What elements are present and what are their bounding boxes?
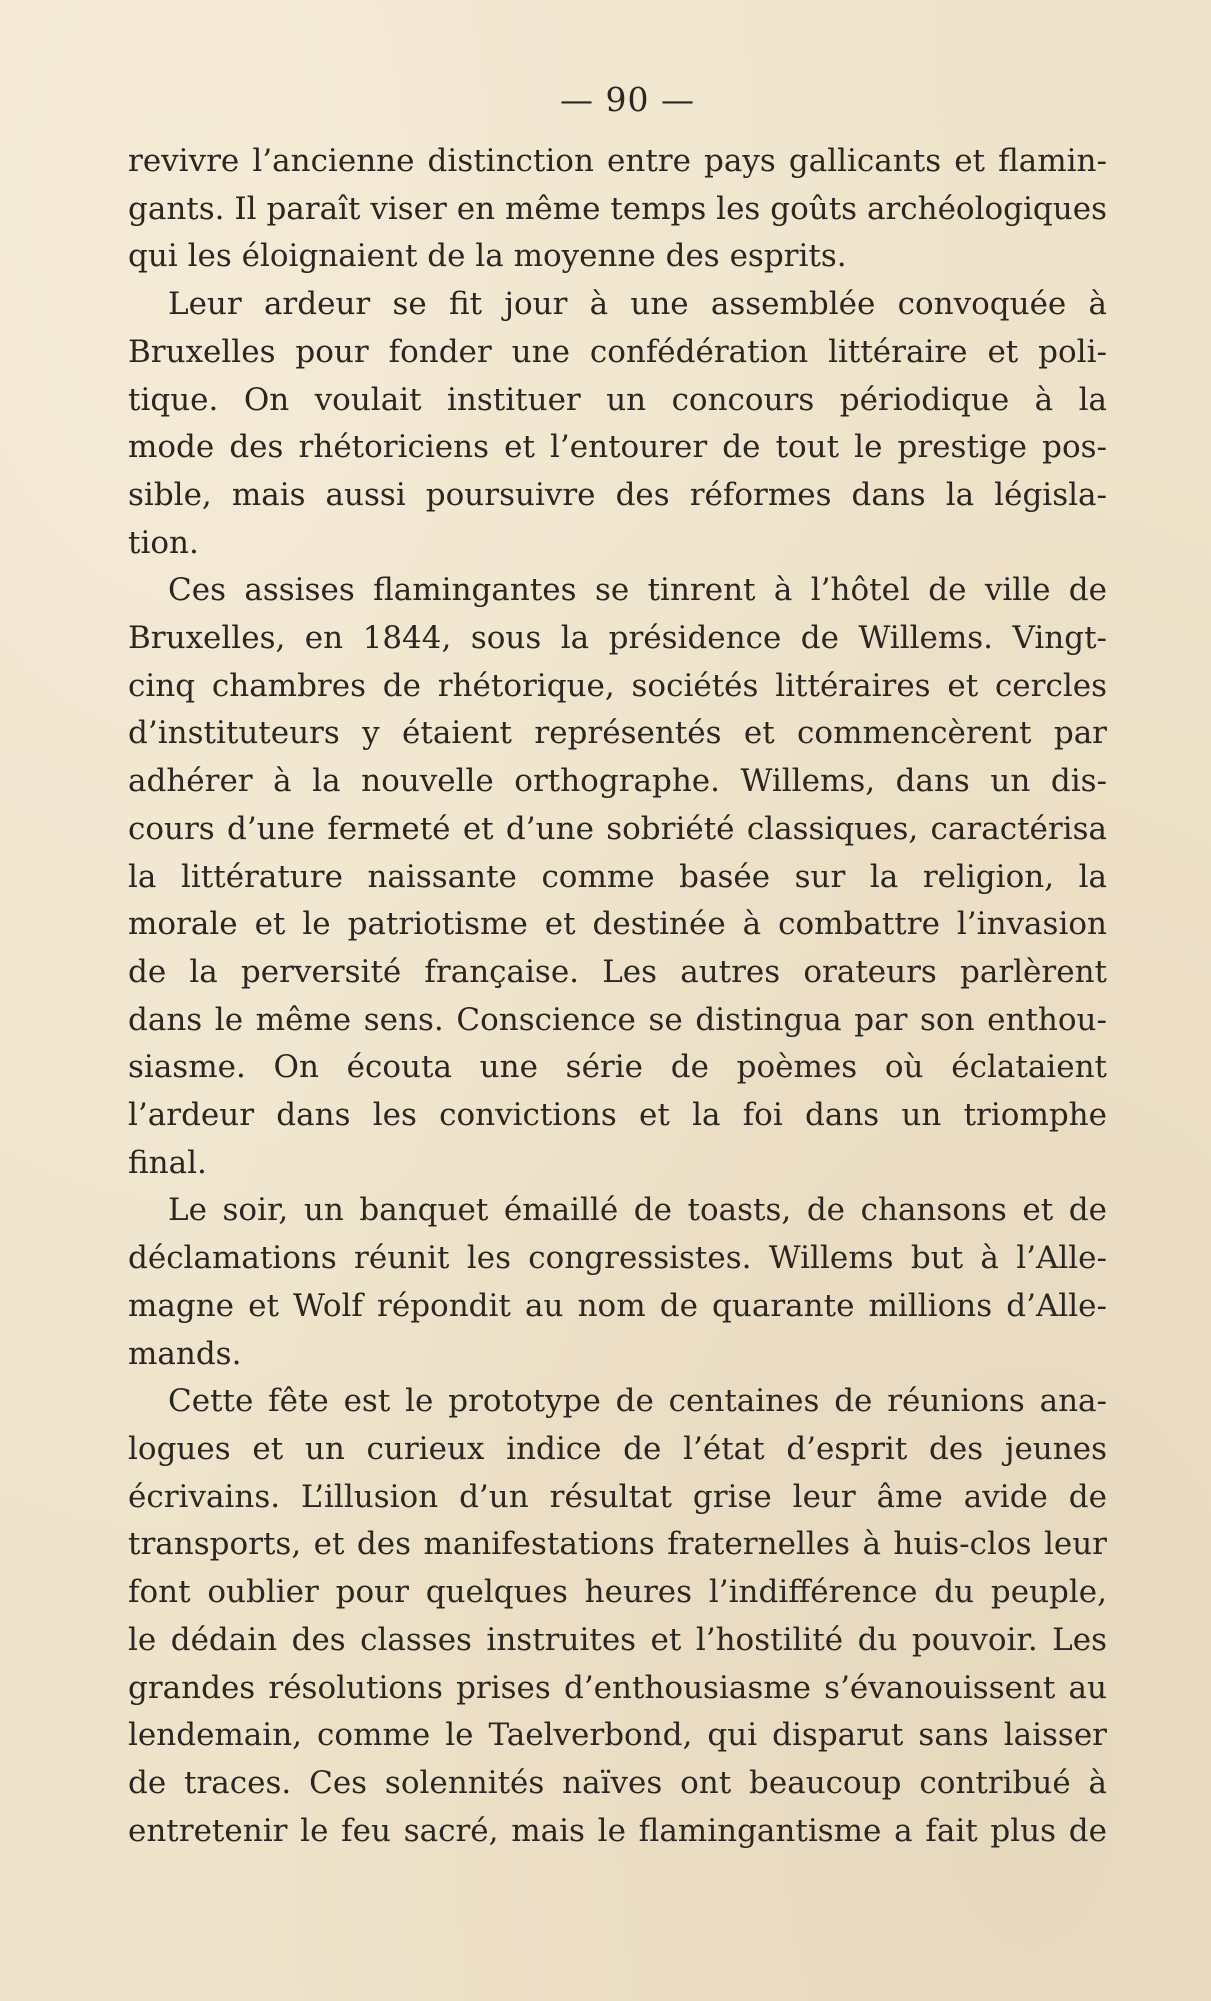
- text-line: tique. On voulait instituer un concours périodique à la: [128, 381, 1107, 418]
- text-line: Ces assises flamingantes se tinrent à l’hôtel de ville de: [168, 572, 1107, 609]
- text-line: l’ardeur dans les convictions et la foi dans un triomphe: [128, 1097, 1107, 1134]
- text-line: entretenir le feu sacré, mais le flamingantisme a fait plus de: [128, 1812, 1107, 1849]
- text-line: la littérature naissante comme basée sur la religion, la: [128, 858, 1107, 895]
- text-line: de la perversité française. Les autres orateurs parlèrent: [128, 953, 1107, 990]
- text-line: Cette fête est le prototype de centaines de réunions ana-: [168, 1383, 1107, 1420]
- body-text: [128, 138, 1107, 1855]
- text-line: Bruxelles pour fonder une confédération littéraire et poli-: [128, 333, 1107, 370]
- text-line: logues et un curieux indice de l’état d’esprit des jeunes: [128, 1430, 1107, 1467]
- text-line: Leur ardeur se fit jour à une assemblée convoquée à: [168, 286, 1107, 323]
- text-line: lendemain, comme le Taelverbond, qui disparut sans laisser: [128, 1717, 1107, 1754]
- text-line: déclamations réunit les congressistes. Willems but à l’Alle-: [128, 1240, 1107, 1277]
- text-line: grandes résolutions prises d’enthousiasme s’évanouissent au: [128, 1669, 1107, 1706]
- text-line: cinq chambres de rhétorique, sociétés littéraires et cercles: [128, 667, 1107, 704]
- text-line: mands.: [128, 1335, 242, 1372]
- text-line: adhérer à la nouvelle orthographe. Willems, dans un dis-: [128, 763, 1107, 800]
- text-line: tion.: [128, 524, 199, 561]
- text-line: transports, et des manifestations fraternelles à huis-clos leur: [128, 1526, 1107, 1563]
- text-line: magne et Wolf répondit au nom de quarante millions d’Alle-: [128, 1287, 1107, 1324]
- text-line: le dédain des classes instruites et l’hostilité du pouvoir. Les: [128, 1621, 1107, 1658]
- text-line: mode des rhétoriciens et l’entourer de tout le prestige pos-: [128, 429, 1107, 466]
- page-number: — 90 —: [560, 80, 695, 119]
- text-line: morale et le patriotisme et destinée à combattre l’invasion: [128, 906, 1107, 943]
- text-line: de traces. Ces solennités naïves ont beaucoup contribué à: [128, 1764, 1107, 1801]
- text-line: siasme. On écouta une série de poèmes où éclataient: [128, 1049, 1107, 1086]
- text-line: gants. Il paraît viser en même temps les goûts archéologiques: [128, 190, 1107, 227]
- text-line: d’instituteurs y étaient représentés et commencèrent par: [128, 715, 1107, 752]
- text-line: Le soir, un banquet émaillé de toasts, de chansons et de: [168, 1192, 1107, 1229]
- text-line: sible, mais aussi poursuivre des réformes dans la législa-: [128, 476, 1107, 513]
- text-line: final.: [128, 1144, 207, 1181]
- text-line: cours d’une fermeté et d’une sobriété classiques, caractérisa: [128, 810, 1107, 847]
- text-line: qui les éloignaient de la moyenne des esprits.: [128, 238, 847, 275]
- text-line: écrivains. L’illusion d’un résultat grise leur âme avide de: [128, 1478, 1107, 1515]
- text-line: dans le même sens. Conscience se distingua par son enthou-: [128, 1001, 1107, 1038]
- text-line: revivre l’ancienne distinction entre pays gallicants et flamin-: [128, 143, 1107, 179]
- text-line: Bruxelles, en 1844, sous la présidence de Willems. Vingt-: [128, 620, 1107, 657]
- text-line: font oublier pour quelques heures l’indifférence du peuple,: [128, 1574, 1107, 1611]
